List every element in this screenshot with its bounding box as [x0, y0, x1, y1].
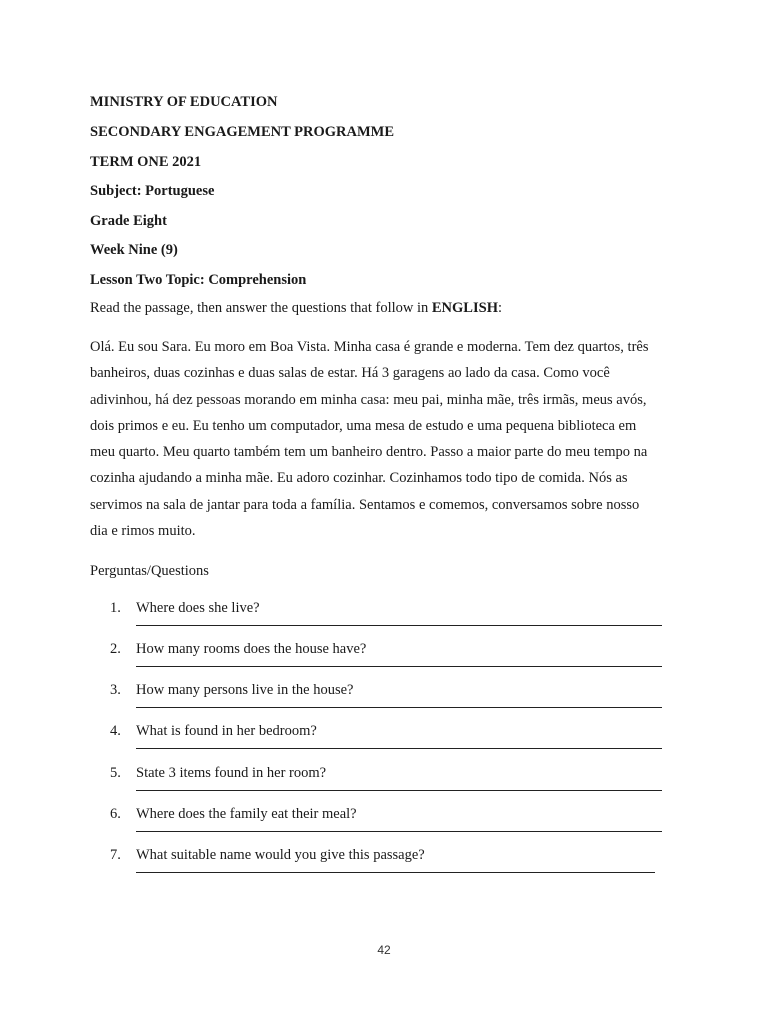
question-text: What is found in her bedroom?: [136, 723, 317, 739]
lesson-heading: Lesson Two Topic: Comprehension: [90, 272, 307, 288]
passage-line: servimos na sala de jantar para toda a família. Sentamos e comemos, conversamos sobre nosso: [90, 496, 640, 513]
passage-line: meu quarto. Meu quarto também tem um banheiro dentro. Passo a maior parte do meu tempo na: [90, 444, 648, 461]
question-number: 6.: [110, 806, 121, 822]
question-text: Where does the family eat their meal?: [136, 806, 357, 822]
ministry-heading: MINISTRY OF EDUCATION: [90, 94, 278, 110]
question-text: State 3 items found in her room?: [136, 765, 327, 781]
instruction-text: [90, 299, 502, 317]
answer-line[interactable]: [136, 790, 662, 791]
passage-line: Olá. Eu sou Sara. Eu moro em Boa Vista. Minha casa é grande e moderna. Tem dez quartos, três: [90, 339, 649, 355]
instruction-emphasis: ENGLISH: [431, 300, 498, 316]
programme-heading: SECONDARY ENGAGEMENT PROGRAMME: [90, 124, 394, 140]
question-text: Where does she live?: [136, 600, 260, 616]
passage-line: dia e rimos muito.: [90, 523, 196, 540]
instruction-prefix: Read the passage, then answer the questions that follow in: [90, 300, 432, 316]
week-heading: Week Nine (9): [90, 242, 178, 258]
answer-line[interactable]: [136, 625, 662, 626]
answer-line[interactable]: [136, 872, 655, 873]
term-heading: TERM ONE 2021: [90, 154, 202, 170]
answer-line[interactable]: [136, 707, 662, 708]
question-number: 1.: [110, 600, 121, 616]
question-text: What suitable name would you give this passage?: [136, 847, 425, 863]
question-number: 2.: [110, 641, 121, 657]
passage-line: dois primos e eu. Eu tenho um computador, uma mesa de estudo e uma pequena biblioteca em: [90, 417, 637, 434]
answer-line[interactable]: [136, 748, 662, 749]
questions-heading: Perguntas/Questions: [90, 563, 209, 579]
question-number: 4.: [110, 723, 121, 739]
question-text: How many persons live in the house?: [136, 682, 354, 698]
answer-line[interactable]: [136, 666, 662, 667]
subject-heading: Subject: Portuguese: [90, 183, 215, 199]
question-number: 5.: [110, 765, 121, 781]
passage-line: adivinhou, há dez pessoas morando em minha casa: meu pai, minha mãe, três irmãs, meus avós,: [90, 391, 647, 408]
passage-line: banheiros, duas cozinhas e duas salas de estar. Há 3 garagens ao lado da casa. Como você: [90, 365, 610, 382]
grade-heading: Grade Eight: [90, 213, 167, 229]
answer-line[interactable]: [136, 831, 662, 832]
question-number: 7.: [110, 847, 121, 863]
comprehension-passage: [90, 334, 680, 544]
question-number: 3.: [110, 682, 121, 698]
instruction-suffix: :: [497, 300, 503, 316]
question-text: How many rooms does the house have?: [136, 641, 367, 657]
page-number: 42: [377, 943, 391, 957]
passage-line: cozinha ajudando a minha mãe. Eu adoro cozinhar. Cozinhamos todo tipo de comida. Nós as: [90, 470, 628, 487]
